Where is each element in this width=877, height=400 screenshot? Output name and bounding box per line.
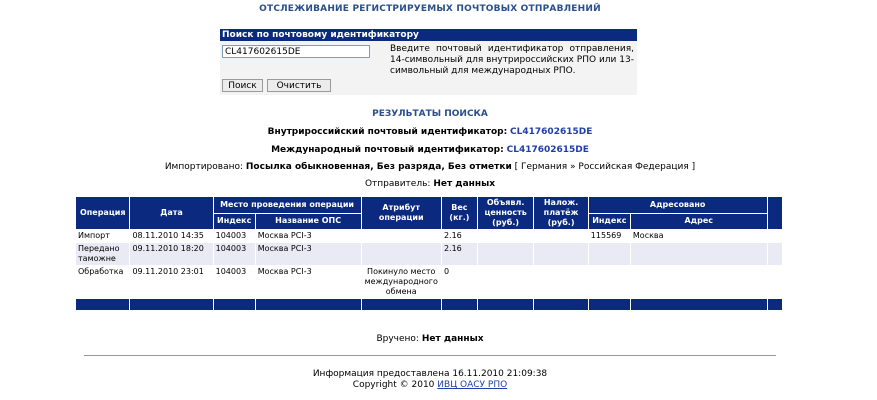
- footer-divider: [84, 355, 776, 356]
- search-button[interactable]: Поиск: [222, 79, 263, 92]
- imported-line: [0, 162, 860, 172]
- cell-declared: [477, 230, 533, 243]
- cell-operation: Импорт: [76, 230, 130, 243]
- delivered-value: Нет данных: [421, 334, 484, 344]
- table-row: [76, 243, 783, 266]
- cell-cod: [534, 243, 588, 266]
- cell-date: 08.11.2010 14:35: [130, 230, 213, 243]
- cell-cod: [534, 266, 588, 299]
- cell-index: 104003: [213, 230, 255, 243]
- search-hint: Введите почтовый идентификатор отправления, 14-символьный для внутрироссийских РПО или 13-символьный для международных РПО.: [390, 44, 634, 76]
- footer-info: Информация предоставлена 16.11.2010 21:09:38: [312, 369, 548, 379]
- th-place-name: Название ОПС: [255, 213, 361, 230]
- th-date: Дата: [130, 197, 213, 230]
- cell-addr: [630, 243, 767, 266]
- sender-label: Отправитель:: [364, 179, 431, 189]
- results-title: РЕЗУЛЬТАТЫ ПОИСКА: [372, 109, 488, 119]
- table-row: [76, 266, 783, 299]
- table-footer-bar: [76, 299, 783, 311]
- imported-value: Посылка обыкновенная, Без разряда, Без отметки: [245, 162, 512, 172]
- table-row: [76, 230, 783, 243]
- th-declared-value: Объявл. ценность (руб.): [477, 197, 533, 230]
- cell-attribute: [361, 243, 441, 266]
- th-spacer: [767, 197, 782, 230]
- domestic-id-value: CL417602615DE: [510, 127, 593, 137]
- th-operation: Операция: [76, 197, 130, 230]
- th-addr-index: Индекс: [588, 213, 630, 230]
- cell-spacer: [767, 243, 782, 266]
- cell-attribute: [361, 230, 441, 243]
- cell-cod: [534, 230, 588, 243]
- operations-table: [75, 196, 783, 311]
- th-cod: Налож. платёж (руб.): [534, 197, 588, 230]
- th-place: Место проведения операции: [213, 197, 361, 214]
- sender-line: [0, 179, 860, 189]
- intl-id-line: [0, 145, 860, 155]
- cell-name: Москва PCI-3: [255, 266, 361, 299]
- th-weight: Вес (кг.): [441, 197, 477, 230]
- cell-addr: [630, 266, 767, 299]
- intl-id-value: CL417602615DE: [506, 145, 589, 155]
- th-place-index: Индекс: [213, 213, 255, 230]
- cell-weight: 2.16: [441, 230, 477, 243]
- delivered-label: Вручено:: [376, 334, 419, 344]
- cell-operation: Передано таможне: [76, 243, 130, 266]
- cell-name: Москва PCI-3: [255, 243, 361, 266]
- sender-value: Нет данных: [433, 179, 496, 189]
- intl-id-label: Международный почтовый идентификатор:: [271, 145, 504, 155]
- cell-date: 09.11.2010 18:20: [130, 243, 213, 266]
- clear-button[interactable]: Очистить: [267, 79, 331, 92]
- footer-copyright: Copyright © 2010: [352, 380, 435, 390]
- cell-spacer: [767, 266, 782, 299]
- cell-addr-index: [588, 266, 630, 299]
- delivered-line: [0, 334, 860, 344]
- cell-addr-index: 115569: [588, 230, 630, 243]
- imported-label: Импортировано:: [164, 162, 244, 172]
- cell-weight: 0: [441, 266, 477, 299]
- footer-copyright-line: [0, 380, 860, 390]
- cell-spacer: [767, 230, 782, 243]
- domestic-id-line: [0, 127, 860, 137]
- th-addressed: Адресовано: [588, 197, 767, 214]
- cell-name: Москва PCI-3: [255, 230, 361, 243]
- search-panel-header: Поиск по почтовому идентификатору: [220, 29, 637, 41]
- cell-operation: Обработка: [76, 266, 130, 299]
- cell-addr: Москва: [630, 230, 767, 243]
- th-attribute: Атрибут операции: [361, 197, 441, 230]
- search-panel: [220, 29, 637, 95]
- cell-declared: [477, 243, 533, 266]
- cell-date: 09.11.2010 23:01: [130, 266, 213, 299]
- cell-index: 104003: [213, 243, 255, 266]
- cell-addr-index: [588, 243, 630, 266]
- cell-weight: 2.16: [441, 243, 477, 266]
- cell-index: 104003: [213, 266, 255, 299]
- domestic-id-label: Внутрироссийский почтовый идентификатор:: [267, 127, 508, 137]
- cell-declared: [477, 266, 533, 299]
- cell-attribute: Покинуло место международного обмена: [361, 266, 441, 299]
- th-addr-address: Адрес: [630, 213, 767, 230]
- footer-link[interactable]: ИВЦ ОАСУ РПО: [437, 380, 508, 390]
- page-title: ОТСЛЕЖИВАНИЕ РЕГИСТРИРУЕМЫХ ПОЧТОВЫХ ОТПРАВЛЕНИЙ: [259, 4, 601, 14]
- tracking-id-input[interactable]: [222, 45, 370, 58]
- route: [ Германия » Российская Федерация ]: [514, 162, 696, 172]
